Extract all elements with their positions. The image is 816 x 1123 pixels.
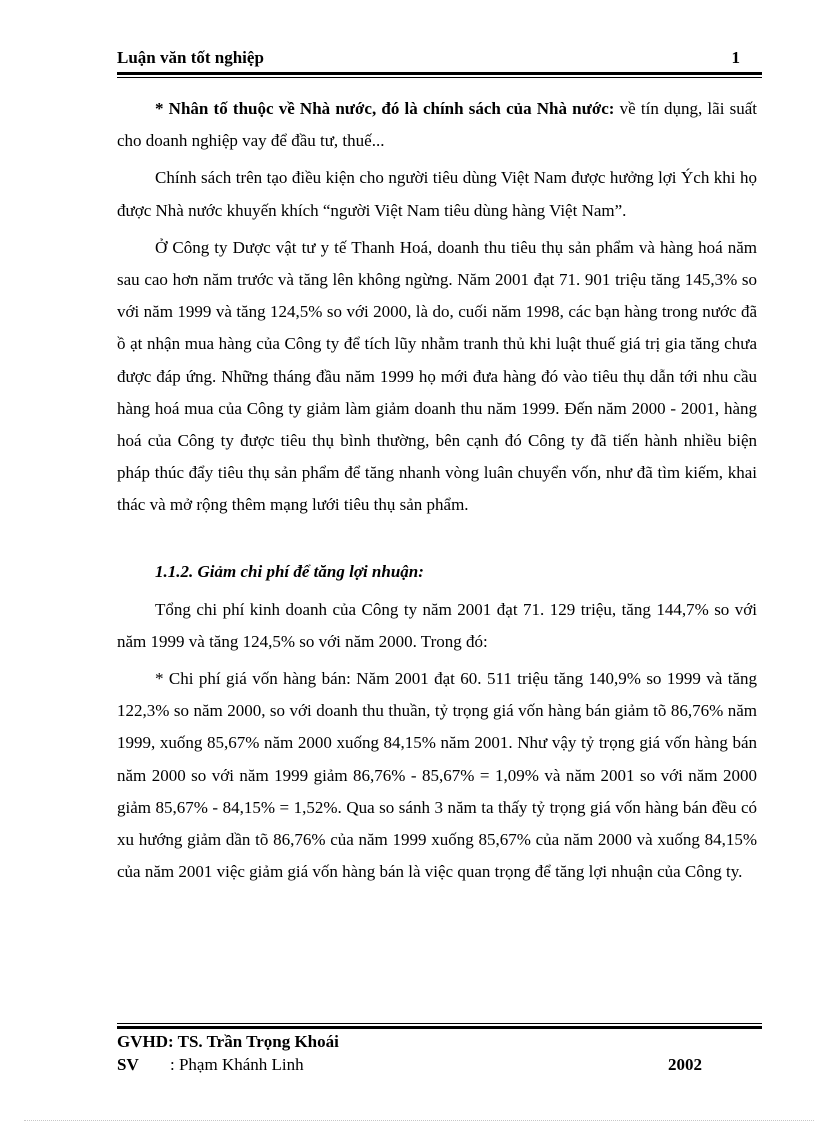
page-header	[117, 48, 762, 72]
paragraph-lead-rest: về tín dụng, lãi suất cho doanh nghiệp vay để đầu tư, thuế...	[117, 99, 757, 151]
paragraph-lead-bold: * Nhân tố thuộc về Nhà nước, đó là chính sách của Nhà nước:	[155, 99, 615, 118]
footer-student-label: SV	[117, 1055, 139, 1074]
page-bottom-border	[24, 1120, 814, 1121]
paragraph-cost-of-goods: * Chi phí giá vốn hàng bán: Năm 2001 đạt 60. 511 triệu tăng 140,9% so 1999 và tăng 122,3% so năm 2000, so với doanh thu thuần, tỷ trọng giá vốn hàng bán giảm tõ 86,76% năm 1999, xuống 85,67% năm 2000 xuống 84,15% năm 2001. Như vậy tỷ trọng giá vốn hàng bán năm 2000 so với năm 1999 giảm 86,76% - 85,67% = 1,09% và năm 2001 so với năm 2000 giảm 85,67% - 84,15% = 1,52%. Qua so sánh 3 năm ta thấy tỷ trọng giá vốn hàng bán đều có xu hướng giảm dần tõ 86,76% của năm 1999 xuống 85,67% của năm 2000 và xuống 84,15% của năm 2001 việc giảm giá vốn hàng bán là việc quan trọng để tăng lợi nhuận của Công ty.	[117, 669, 757, 882]
page-number: 1	[731, 48, 740, 67]
paragraph-policy: Chính sách trên tạo điều kiện cho người tiêu dùng Việt Nam được hưởng lợi Ých khi họ được Nhà nước khuyến khích “người Việt Nam tiêu dùng hàng Việt Nam”.	[117, 168, 757, 220]
paragraph-revenue: Ở Công ty Dược vật tư y tế Thanh Hoá, doanh thu tiêu thụ sản phẩm và hàng hoá năm sau cao hơn năm trước và tăng lên không ngừng. Năm 2001 đạt 71. 901 triệu tăng 145,3% so với năm 1999 và tăng 124,5% so với 2000, là do, cuối năm 1998, các bạn hàng trong nước đã ồ ạt nhận mua hàng của Công ty để tích lũy nhằm tranh thủ khi luật thuế giá trị gia tăng chưa được đáp ứng. Những tháng đầu năm 1999 họ mới đưa hàng đó vào tiêu thụ dẫn tới nhu cầu hàng hoá mua của Công ty giảm làm giảm doanh thu năm 1999. Đến năm 2000 - 2001, hàng hoá của Công ty được tiêu thụ bình thường, bên cạnh đó Công ty đã tiến hành nhiều biện pháp thúc đẩy tiêu thụ sản phẩm để tăng nhanh vòng luân chuyển vốn, như đã tìm kiếm, khai thác và mở rộng thêm mạng lưới tiêu thụ sản phẩm.	[117, 237, 757, 515]
header-rule-thick	[117, 72, 762, 75]
footer-student-name: : Phạm Khánh Linh	[170, 1055, 304, 1074]
paragraph-total-cost: Tổng chi phí kinh doanh của Công ty năm 2001 đạt 71. 129 triệu, tăng 144,7% so với năm 1999 và tăng 124,5% so với năm 2000. Trong đó:	[117, 599, 757, 651]
header-rule-thin	[117, 77, 762, 78]
footer-rule-thick	[117, 1026, 762, 1029]
header-title: Luận văn tốt nghiệp	[117, 48, 264, 67]
paragraph-state-factor	[117, 93, 757, 157]
footer-year: 2002	[668, 1055, 702, 1074]
footer-advisor: GVHD: TS. Trần Trọng Khoái	[117, 1032, 339, 1051]
footer-rule-thin	[117, 1023, 762, 1024]
section-heading: 1.1.2. Giảm chi phí để tăng lợi nhuận:	[155, 561, 424, 581]
body-text	[117, 93, 757, 888]
